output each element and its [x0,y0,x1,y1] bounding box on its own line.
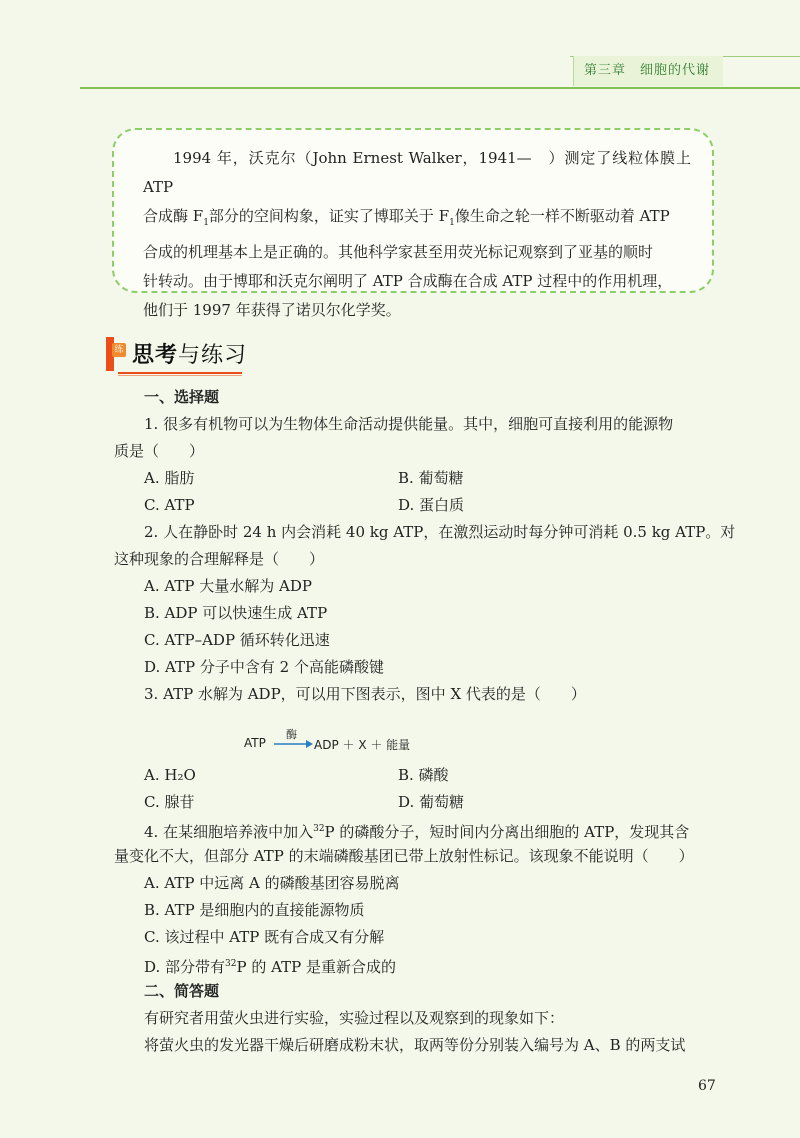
section-underline-thin [118,375,242,376]
q2-option-b[interactable]: B. ADP 可以快速生成 ATP [144,604,328,622]
q4-option-c[interactable]: C. 该过程中 ATP 既有合成又有分解 [144,928,385,946]
info-line: 针转动。由于博耶和沃克尔阐明了 ATP 合成酶在合成 ATP 过程中的作用机理， [143,272,673,290]
page-number: 67 [698,1078,716,1094]
q2-option-d[interactable]: D. ATP 分子中含有 2 个高能磷酸键 [144,658,384,676]
q1-option-c[interactable]: C. ATP [144,496,195,514]
info-line: 他们于 1997 年获得了诺贝尔化学奖。 [143,301,401,319]
part1-heading: 一、选择题 [144,388,220,406]
q2-option-a[interactable]: A. ATP 大量水解为 ADP [144,577,312,595]
chapter-title: 细胞的代谢 [640,63,711,78]
q4-option-d-text: P 的 ATP 是重新合成的 [236,958,396,976]
q1-line1: 1. 很多有机物可以为生物体生命活动提供能量。其中，细胞可直接利用的能源物 [144,415,674,433]
reaction-arrow-icon [272,738,314,750]
part2-heading: 二、简答题 [144,982,220,1000]
subscript: 1 [203,218,209,228]
info-text-span: 部分的空间构象，证实了博耶关于 F [208,207,450,225]
info-text [143,144,691,325]
practice-icon: 练 [112,343,126,357]
chapter-header [573,56,723,86]
q4-line2: 量变化不大，但部分 ATP 的末端磷酸基团已带上放射性标记。该现象不能说明（ ） [114,847,694,865]
q2-option-c[interactable]: C. ATP–ADP 循环转化迅速 [144,631,330,649]
section-underline [118,372,242,374]
q3-option-d[interactable]: D. 葡萄糖 [398,793,465,811]
q1-option-d[interactable]: D. 蛋白质 [398,496,465,514]
chapter-number: 第三章 [584,63,627,78]
subscript: 1 [449,218,455,228]
q2-line2: 这种现象的合理解释是（ ） [114,550,325,568]
q3-line1: 3. ATP 水解为 ADP，可以用下图表示，图中 X 代表的是（ ） [144,685,586,703]
superscript: 32 [225,959,237,969]
info-line: 1994 年，沃克尔（John Ernest Walker，1941— ）测定了线粒体膜上 ATP [143,149,691,196]
q1-option-b[interactable]: B. 葡萄糖 [398,469,464,487]
header-rule [80,87,800,89]
section-title-light: 与练习 [178,343,248,368]
q3-option-b[interactable]: B. 磷酸 [398,766,449,784]
q4-option-d-text: D. 部分带有 [144,958,226,976]
q3-option-a[interactable]: A. H₂O [144,766,196,784]
q1-line2: 质是（ ） [114,442,205,460]
section-title-bold: 思考 [132,343,179,368]
reaction-reactant: ATP [244,736,266,750]
q4-option-a[interactable]: A. ATP 中远离 A 的磷酸基团容易脱离 [144,874,400,892]
q1-option-a[interactable]: A. 脂肪 [144,469,195,487]
q2-line1: 2. 人在静卧时 24 h 内会消耗 40 kg ATP，在激烈运动时每分钟可消耗 0.5 kg ATP。对 [144,523,736,541]
q4-line1 [144,818,689,843]
q4-option-d[interactable] [144,953,396,978]
q4-text-span: P 的磷酸分子，短时间内分离出细胞的 ATP，发现其含 [324,823,690,841]
superscript: 32 [313,824,325,834]
section-title [132,338,247,369]
part2-line1: 有研究者用萤火虫进行实验，实验过程以及观察到的现象如下： [144,1009,565,1027]
info-line: 合成的机理基本上是正确的。其他科学家甚至用荧光标记观察到了亚基的顺时 [143,243,654,261]
reaction-products: ADP ＋ X ＋ 能量 [314,738,411,752]
info-text-span: 像生命之轮一样不断驱动着 ATP [454,207,670,225]
part2-line2: 将萤火虫的发光器干燥后研磨成粉末状，取两等份分别装入编号为 A、B 的两支试 [144,1036,686,1054]
reaction-enzyme-label: 酶 [286,728,297,741]
q4-text-span: 4. 在某细胞培养液中加入 [144,823,314,841]
info-text-span: 合成酶 F [143,207,204,225]
q3-option-c[interactable]: C. 腺苷 [144,793,195,811]
info-line [143,202,691,238]
q4-option-b[interactable]: B. ATP 是细胞内的直接能源物质 [144,901,365,919]
